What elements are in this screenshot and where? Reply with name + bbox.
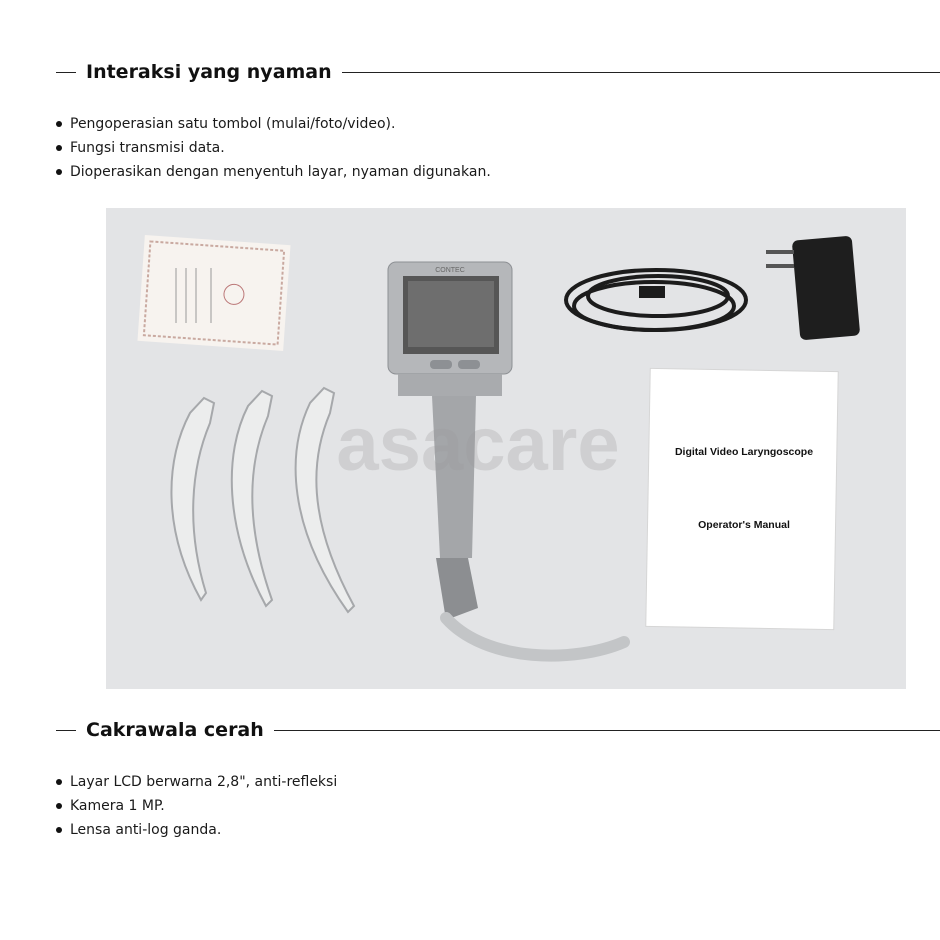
list-item: Fungsi transmisi data. [56, 136, 491, 160]
manual-subtitle: Operator's Manual [698, 519, 790, 531]
section-heading-cakrawala [56, 718, 940, 742]
feature-list-interaksi [56, 112, 491, 184]
list-item: Layar LCD berwarna 2,8", anti-refleksi [56, 770, 337, 794]
heading-dash [56, 72, 76, 73]
bullet-icon [56, 803, 62, 809]
feature-list-cakrawala [56, 770, 337, 842]
heading-dash [56, 730, 76, 731]
usb-cable [566, 270, 746, 330]
list-item: Lensa anti-log ganda. [56, 818, 337, 842]
bullet-icon [56, 121, 62, 127]
product-photo [106, 208, 906, 689]
list-item: Dioperasikan dengan menyentuh layar, nyaman digunakan. [56, 160, 491, 184]
bullet-icon [56, 779, 62, 785]
list-item: Pengoperasian satu tombol (mulai/foto/video). [56, 112, 491, 136]
section-title: Cakrawala cerah [86, 719, 264, 741]
operator-manual [646, 368, 838, 629]
manual-title: Digital Video Laryngoscope [674, 446, 814, 458]
heading-rule [342, 72, 940, 73]
heading-rule [274, 730, 940, 731]
section-heading-interaksi [56, 60, 940, 84]
power-adapter [766, 236, 860, 341]
watermark-logo: asacare [336, 402, 620, 487]
section-title: Interaksi yang nyaman [86, 61, 332, 83]
certificate-card [137, 235, 290, 351]
list-item: Kamera 1 MP. [56, 794, 337, 818]
laryngoscope-blades [171, 388, 354, 612]
bullet-icon [56, 169, 62, 175]
bullet-icon [56, 145, 62, 151]
device-brand-label: CONTEC [435, 267, 465, 274]
bullet-icon [56, 827, 62, 833]
